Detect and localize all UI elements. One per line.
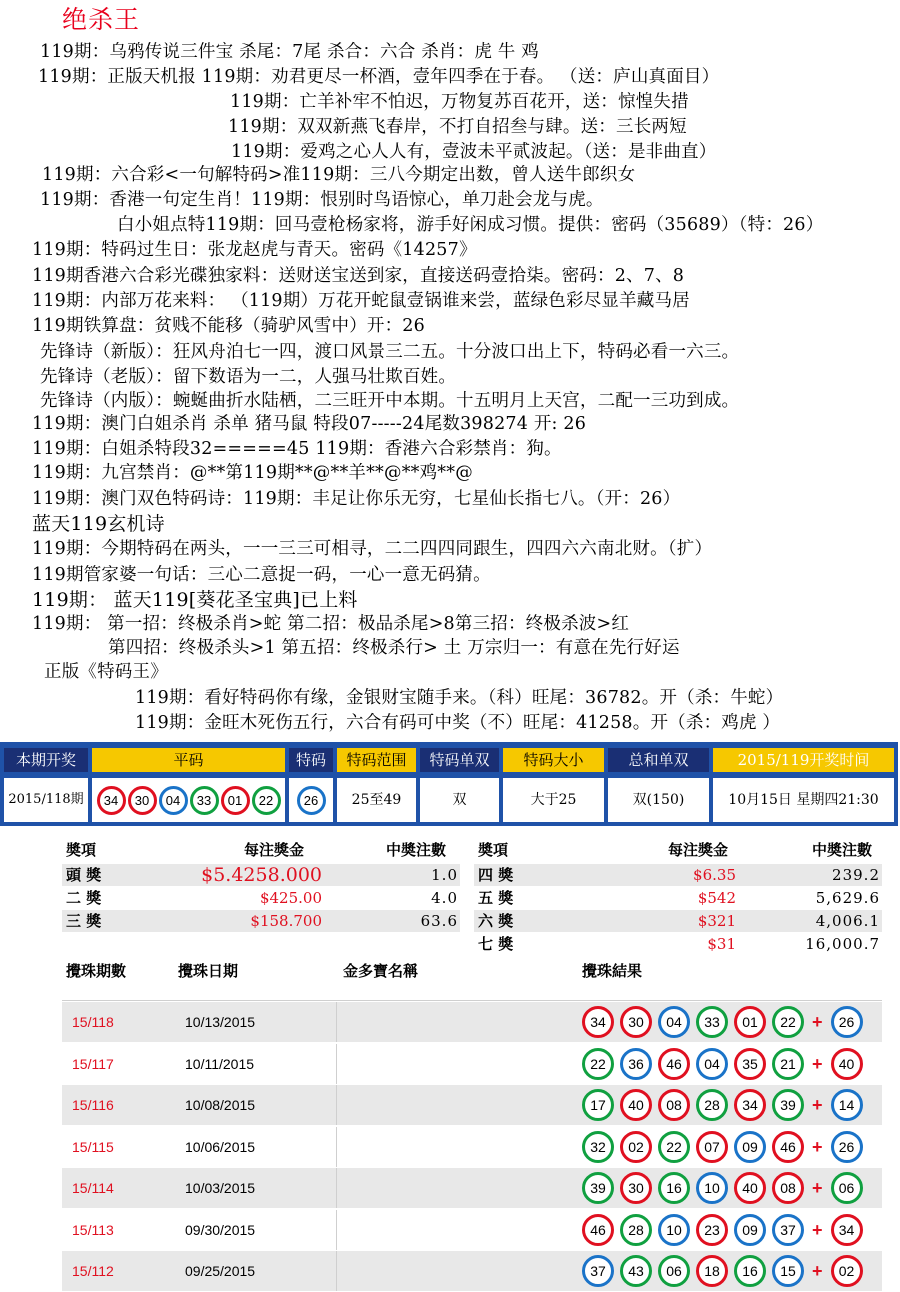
plus-icon: +	[812, 1219, 823, 1240]
text-line: 先锋诗（新版）：狂风舟泊七一四，渡口风景三二五。十分波口出上下，特码必看一六三。	[40, 342, 740, 362]
sum-odd-even: 双(150)	[608, 778, 709, 822]
text-line: 先锋诗（老版）：留下数语为一二，人强马壮欺百姓。	[40, 367, 457, 387]
history-row	[62, 1002, 882, 1042]
history-date: 10/13/2015	[185, 1014, 256, 1030]
history-header-period: 攪珠期數	[66, 962, 127, 980]
prize-count: 4,006.1	[815, 912, 880, 930]
header-special-range: 特码范围	[337, 748, 416, 772]
history-row	[62, 1251, 882, 1291]
history-row	[62, 1085, 882, 1125]
prize-row	[474, 910, 882, 932]
number-ball: 39	[772, 1089, 804, 1121]
prize-header-count-left: 中奬注數	[386, 841, 447, 859]
number-ball: 46	[582, 1214, 614, 1246]
number-ball: 16	[658, 1172, 690, 1204]
prize-header-amount-right: 每注獎金	[668, 841, 729, 859]
plus-icon: +	[812, 1177, 823, 1198]
history-row	[62, 1127, 882, 1167]
special-number	[289, 778, 333, 822]
text-line: 先锋诗（内版）：蜿蜒曲折水陆栖，二三旺开中本期。十五明月上天宫，二配一三功到成。	[40, 391, 740, 411]
column-divider	[336, 1085, 337, 1125]
text-line: 119期：看好特码你有缘，金银财宝随手来。（科）旺尾：36782。开（杀：牛蛇）	[135, 688, 784, 708]
special-ball: 34	[831, 1214, 863, 1246]
history-date: 09/25/2015	[185, 1263, 256, 1279]
prize-count: 16,000.7	[805, 935, 880, 953]
number-ball: 04	[658, 1006, 690, 1038]
number-ball: 28	[620, 1214, 652, 1246]
text-line: 119期：澳门双色特码诗：119期：丰足让你乐无穷，七星仙长指七八。（开：26）	[32, 489, 681, 509]
history-balls	[582, 1048, 869, 1080]
prize-amount: $425.00	[259, 889, 322, 907]
prize-name: 四 獎	[478, 866, 514, 884]
history-header-name: 金多寶名稱	[343, 962, 419, 980]
number-ball: 10	[696, 1172, 728, 1204]
text-line: 119期：爱鸡之心人人有，壹波未平贰波起。（送：是非曲直）	[231, 142, 717, 162]
prize-header-count-right: 中奬注數	[812, 841, 873, 859]
number-ball: 09	[734, 1214, 766, 1246]
plus-icon: +	[812, 1053, 823, 1074]
special-ball: 14	[831, 1089, 863, 1121]
number-ball: 22	[252, 786, 281, 815]
text-line: 119期：金旺木死伤五行，六合有码可中奖（不）旺尾：41258。开（杀：鸡虎 ）	[135, 713, 781, 733]
number-ball: 15	[772, 1255, 804, 1287]
number-ball: 23	[696, 1214, 728, 1246]
column-divider	[336, 1127, 337, 1167]
prize-name: 二 獎	[66, 889, 102, 907]
number-ball: 46	[658, 1048, 690, 1080]
column-divider	[336, 1210, 337, 1250]
number-ball: 04	[696, 1048, 728, 1080]
column-divider	[336, 1002, 337, 1042]
text-line: 蓝天119玄机诗	[32, 513, 165, 535]
number-ball: 30	[128, 786, 157, 815]
number-ball: 01	[221, 786, 250, 815]
results-panel	[0, 742, 898, 826]
prize-count: 1.0	[431, 866, 458, 884]
special-odd-even: 双	[420, 778, 499, 822]
prize-count: 239.2	[832, 866, 880, 884]
special-big-small: 大于25	[503, 778, 604, 822]
header-special-number: 特码	[289, 748, 333, 772]
prize-header-name-left: 奬項	[66, 841, 97, 859]
history-balls	[582, 1089, 869, 1121]
number-ball: 37	[772, 1214, 804, 1246]
prize-count: 5,629.6	[815, 889, 880, 907]
number-ball: 22	[772, 1006, 804, 1038]
plus-icon: +	[812, 1136, 823, 1157]
number-ball: 34	[97, 786, 126, 815]
next-draw-time: 10月15日 星期四21:30	[713, 778, 894, 822]
prize-name: 六 獎	[478, 912, 514, 930]
number-ball: 17	[582, 1089, 614, 1121]
prize-header-name-right: 奬項	[478, 841, 509, 859]
history-header-result: 攪珠結果	[582, 962, 643, 980]
history-period: 15/118	[72, 1014, 114, 1030]
text-line: 119期：特码过生日：张龙赵虎与青天。密码《14257》	[32, 240, 477, 260]
text-line: 119期：正版天机报 119期：劝君更尽一杯酒，壹年四季在于春。 （送：庐山真面目）	[38, 67, 720, 87]
prize-header-amount-left: 每注獎金	[244, 841, 305, 859]
number-ball: 07	[696, 1131, 728, 1163]
number-ball: 34	[582, 1006, 614, 1038]
number-ball: 39	[582, 1172, 614, 1204]
prize-row	[474, 887, 882, 909]
text-line: 119期： 蓝天119[葵花圣宝典]已上料	[32, 589, 358, 611]
text-line: 119期：乌鸦传说三件宝 杀尾：7尾 杀合：六合 杀肖：虎 牛 鸡	[40, 42, 539, 62]
number-ball: 30	[620, 1172, 652, 1204]
text-line: 白小姐点特119期：回马壹枪杨家将，游手好闲成习惯。提供：密码（35689）（特：26）	[117, 215, 824, 235]
number-ball: 33	[190, 786, 219, 815]
text-line: 119期：双双新燕飞春岸，不打自招叁与肆。送：三长两短	[228, 117, 687, 137]
number-ball: 09	[734, 1131, 766, 1163]
history-balls	[582, 1131, 869, 1163]
text-line: 119期：九宫禁肖：@**第119期**@**羊**@**鸡**@	[32, 463, 473, 483]
special-ball: 26	[831, 1131, 863, 1163]
number-ball: 36	[620, 1048, 652, 1080]
prize-name: 頭 獎	[66, 866, 102, 884]
number-ball: 10	[658, 1214, 690, 1246]
number-ball: 06	[658, 1255, 690, 1287]
number-ball: 16	[734, 1255, 766, 1287]
number-ball: 37	[582, 1255, 614, 1287]
number-ball: 02	[620, 1131, 652, 1163]
prize-count: 4.0	[431, 889, 458, 907]
history-date: 10/03/2015	[185, 1180, 256, 1196]
history-balls	[582, 1006, 869, 1038]
column-divider	[336, 1251, 337, 1291]
prize-amount: $321	[697, 912, 736, 930]
history-period: 15/116	[72, 1097, 114, 1113]
number-ball: 01	[734, 1006, 766, 1038]
special-ball: 26	[297, 786, 326, 815]
number-ball: 18	[696, 1255, 728, 1287]
prize-amount: $5.4258.000	[201, 864, 322, 886]
header-current-draw: 本期开奖	[4, 748, 88, 772]
history-date: 09/30/2015	[185, 1222, 256, 1238]
text-line: 119期管家婆一句话：三心二意捉一码，一心一意无码猜。	[32, 565, 491, 585]
history-period: 15/115	[72, 1139, 114, 1155]
prize-name: 三 獎	[66, 912, 102, 930]
text-line: 119期香港六合彩光碟独家料：送财送宝送到家，直接送码壹拾柒。密码：2、7、8	[32, 266, 685, 286]
text-line: 119期：白姐杀特段32=====45 119期：香港六合彩禁肖：狗。	[32, 439, 562, 459]
number-ball: 46	[772, 1131, 804, 1163]
number-ball: 40	[620, 1089, 652, 1121]
number-ball: 34	[734, 1089, 766, 1121]
plus-icon: +	[812, 1094, 823, 1115]
prize-amount: $158.700	[250, 912, 322, 930]
history-row	[62, 1210, 882, 1250]
history-header-date: 攪珠日期	[178, 962, 239, 980]
history-period: 15/117	[72, 1056, 114, 1072]
header-special-big-small: 特码大小	[503, 748, 604, 772]
special-ball: 26	[831, 1006, 863, 1038]
history-date: 10/11/2015	[185, 1056, 255, 1072]
number-ball: 21	[772, 1048, 804, 1080]
prize-amount: $542	[697, 889, 736, 907]
history-period: 15/112	[72, 1263, 114, 1279]
special-range: 25至49	[337, 778, 416, 822]
prize-amount: $31	[707, 935, 736, 953]
text-line: 119期：内部万花来料： （119期）万花开蛇鼠壹锅谁来尝，蓝绿色彩尽显羊藏马居	[32, 291, 690, 311]
header-regular-numbers: 平码	[92, 748, 285, 772]
text-line: 119期： 第一招：终极杀肖>蛇 第二招：极品杀尾>8第三招：终极杀波>红	[32, 614, 630, 634]
special-ball: 06	[831, 1172, 863, 1204]
history-balls	[582, 1214, 869, 1246]
divider	[62, 1000, 882, 1001]
special-ball: 02	[831, 1255, 863, 1287]
text-line: 119期：澳门白姐杀肖 杀单 猪马鼠 特段07-----24尾数398274 开: 26	[32, 414, 587, 434]
history-period: 15/113	[72, 1222, 114, 1238]
number-ball: 40	[734, 1172, 766, 1204]
number-ball: 08	[658, 1089, 690, 1121]
prize-amount: $6.35	[693, 866, 736, 884]
column-divider	[336, 1168, 337, 1208]
plus-icon: +	[812, 1260, 823, 1281]
text-line: 119期：亡羊补牢不怕迟，万物复苏百花开，送：惊惶失措	[230, 92, 689, 112]
number-ball: 22	[582, 1048, 614, 1080]
history-row	[62, 1044, 882, 1084]
page-title: 绝杀王	[62, 5, 141, 34]
number-ball: 32	[582, 1131, 614, 1163]
number-ball: 22	[658, 1131, 690, 1163]
header-next-draw-time: 2015/119开奖时间	[713, 748, 894, 772]
header-special-odd-even: 特码单双	[420, 748, 499, 772]
text-line: 正版《特码王》	[44, 662, 168, 682]
number-ball: 28	[696, 1089, 728, 1121]
history-balls	[582, 1255, 869, 1287]
text-line: 119期：今期特码在两头，一一三三可相寻，二二四四同跟生，四四六六南北财。（扩）	[32, 539, 713, 559]
text-line: 第四招：终极杀头>1 第五招：终极杀行> 土 万宗归一：有意在先行好运	[108, 638, 680, 658]
column-divider	[336, 1044, 337, 1084]
plus-icon: +	[812, 1011, 823, 1032]
number-ball: 43	[620, 1255, 652, 1287]
prize-row	[62, 864, 460, 886]
regular-numbers	[92, 778, 285, 822]
prize-row	[62, 910, 460, 932]
text-line: 119期：香港一句定生肖！119期：恨别时鸟语惊心，单刀赴会龙与虎。	[40, 190, 604, 210]
text-line: 119期：六合彩<一句解特码>准119期：三八今期定出数，曾人送牛郎织女	[42, 165, 636, 185]
prize-count: 63.6	[420, 912, 458, 930]
prize-name: 七 獎	[478, 935, 514, 953]
special-ball: 40	[831, 1048, 863, 1080]
number-ball: 08	[772, 1172, 804, 1204]
history-period: 15/114	[72, 1180, 114, 1196]
number-ball: 33	[696, 1006, 728, 1038]
number-ball: 35	[734, 1048, 766, 1080]
history-row	[62, 1168, 882, 1208]
history-date: 10/08/2015	[185, 1097, 256, 1113]
prize-row	[62, 887, 460, 909]
draw-period: 2015/118期	[4, 778, 88, 822]
header-sum-odd-even: 总和单双	[608, 748, 709, 772]
prize-row	[474, 864, 882, 886]
number-ball: 30	[620, 1006, 652, 1038]
text-line: 119期铁算盘：贫贱不能移（骑驴风雪中）开：26	[32, 316, 425, 336]
prize-row	[474, 933, 882, 955]
history-balls	[582, 1172, 869, 1204]
number-ball: 04	[159, 786, 188, 815]
prize-name: 五 獎	[478, 889, 514, 907]
history-date: 10/06/2015	[185, 1139, 256, 1155]
